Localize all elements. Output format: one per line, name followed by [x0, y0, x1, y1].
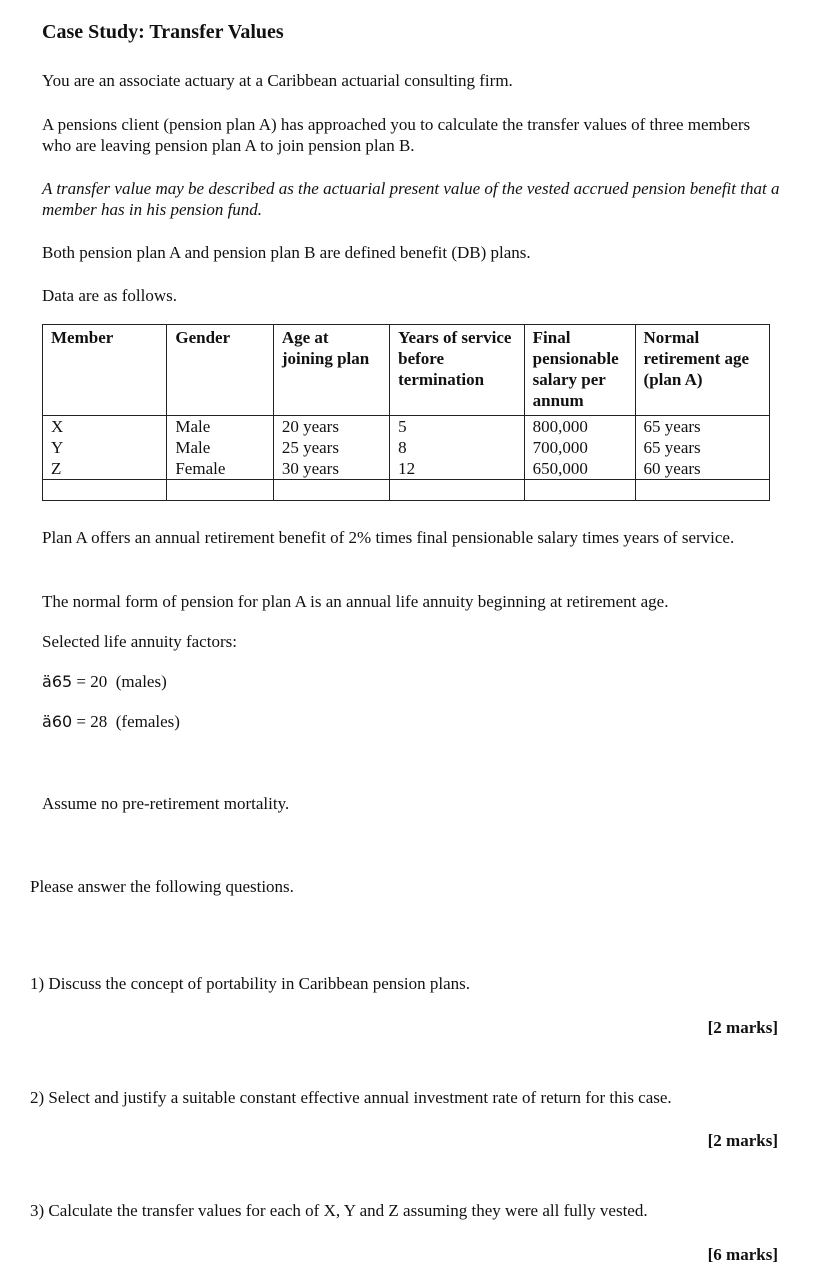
- empty-cell: [524, 480, 635, 501]
- client-paragraph: A pensions client (pension plan A) has approached you to calculate the transfer values of three members who are leaving pension plan A to join pension plan B.: [42, 115, 751, 155]
- definition-paragraph: A transfer value may be described as the actuarial present value of the vested accrued pension benefit that a member has in his pension fund.: [42, 179, 780, 219]
- cell-service: 8: [390, 437, 525, 458]
- page-title: Case Study: Transfer Values: [42, 21, 284, 43]
- annuity-factor-males: [42, 671, 782, 692]
- annuity-symbol: ä: [42, 672, 52, 691]
- question-3: 3) Calculate the transfer values for each of X, Y and Z assuming they were all fully vested.: [30, 1201, 648, 1220]
- cell-member: Y: [43, 437, 167, 458]
- header-gender: Gender: [167, 325, 273, 416]
- questions-intro: Please answer the following questions.: [30, 877, 294, 896]
- cell-member: X: [43, 416, 167, 438]
- annuity-symbol: ä: [42, 712, 52, 731]
- factors-intro: Selected life annuity factors:: [42, 632, 237, 651]
- header-retirement-age: Normal retirement age (plan A): [635, 325, 769, 416]
- cell-service: 12: [390, 458, 525, 480]
- cell-gender: Male: [167, 437, 273, 458]
- table-header-row: [43, 325, 770, 416]
- data-intro: Data are as follows.: [42, 286, 178, 305]
- question-2-marks: [2 marks]: [707, 1131, 778, 1150]
- header-final-salary: Final pensionable salary per annum: [524, 325, 635, 416]
- cell-retirement: 65 years: [635, 437, 769, 458]
- cell-age: 25 years: [273, 437, 389, 458]
- empty-cell: [390, 480, 525, 501]
- annuity-value: = 20 (males): [72, 672, 167, 691]
- cell-member: Z: [43, 458, 167, 480]
- cell-salary: 800,000: [524, 416, 635, 438]
- annuity-factor-females: [42, 711, 782, 732]
- header-member: Member: [43, 325, 167, 416]
- question-2: 2) Select and justify a suitable constant effective annual investment rate of return for this case.: [30, 1088, 672, 1107]
- intro-paragraph: You are an associate actuary at a Caribbean actuarial consulting firm.: [42, 71, 513, 90]
- empty-cell: [43, 480, 167, 501]
- table-row-z: [43, 458, 770, 480]
- annuity-subscript: 65: [51, 672, 73, 691]
- table-row-y: [43, 437, 770, 458]
- annuity-value: = 28 (females): [72, 712, 180, 731]
- empty-cell: [273, 480, 389, 501]
- question-1: 1) Discuss the concept of portability in Caribbean pension plans.: [30, 974, 471, 993]
- member-data-table: [42, 324, 770, 501]
- cell-retirement: 65 years: [635, 416, 769, 438]
- cell-service: 5: [390, 416, 525, 438]
- plans-paragraph: Both pension plan A and pension plan B are defined benefit (DB) plans.: [42, 243, 531, 262]
- table-row-x: [43, 416, 770, 438]
- header-years-of-service: Years of service before termination: [390, 325, 525, 416]
- cell-salary: 650,000: [524, 458, 635, 480]
- question-1-marks: [2 marks]: [707, 1018, 778, 1037]
- cell-age: 30 years: [273, 458, 389, 480]
- benefit-paragraph: Plan A offers an annual retirement benefit of 2% times final pensionable salary times years of service.: [42, 528, 735, 547]
- cell-salary: 700,000: [524, 437, 635, 458]
- cell-gender: Male: [167, 416, 273, 438]
- pension-form-paragraph: The normal form of pension for plan A is an annual life annuity beginning at retirement age.: [42, 592, 669, 611]
- question-3-marks: [6 marks]: [707, 1245, 778, 1264]
- annuity-subscript: 60: [51, 712, 73, 731]
- cell-age: 20 years: [273, 416, 389, 438]
- table-empty-row: [43, 480, 770, 501]
- header-age-at-joining: Age at joining plan: [273, 325, 389, 416]
- cell-gender: Female: [167, 458, 273, 480]
- mortality-assumption: Assume no pre-retirement mortality.: [42, 794, 290, 813]
- empty-cell: [167, 480, 273, 501]
- empty-cell: [635, 480, 769, 501]
- cell-retirement: 60 years: [635, 458, 769, 480]
